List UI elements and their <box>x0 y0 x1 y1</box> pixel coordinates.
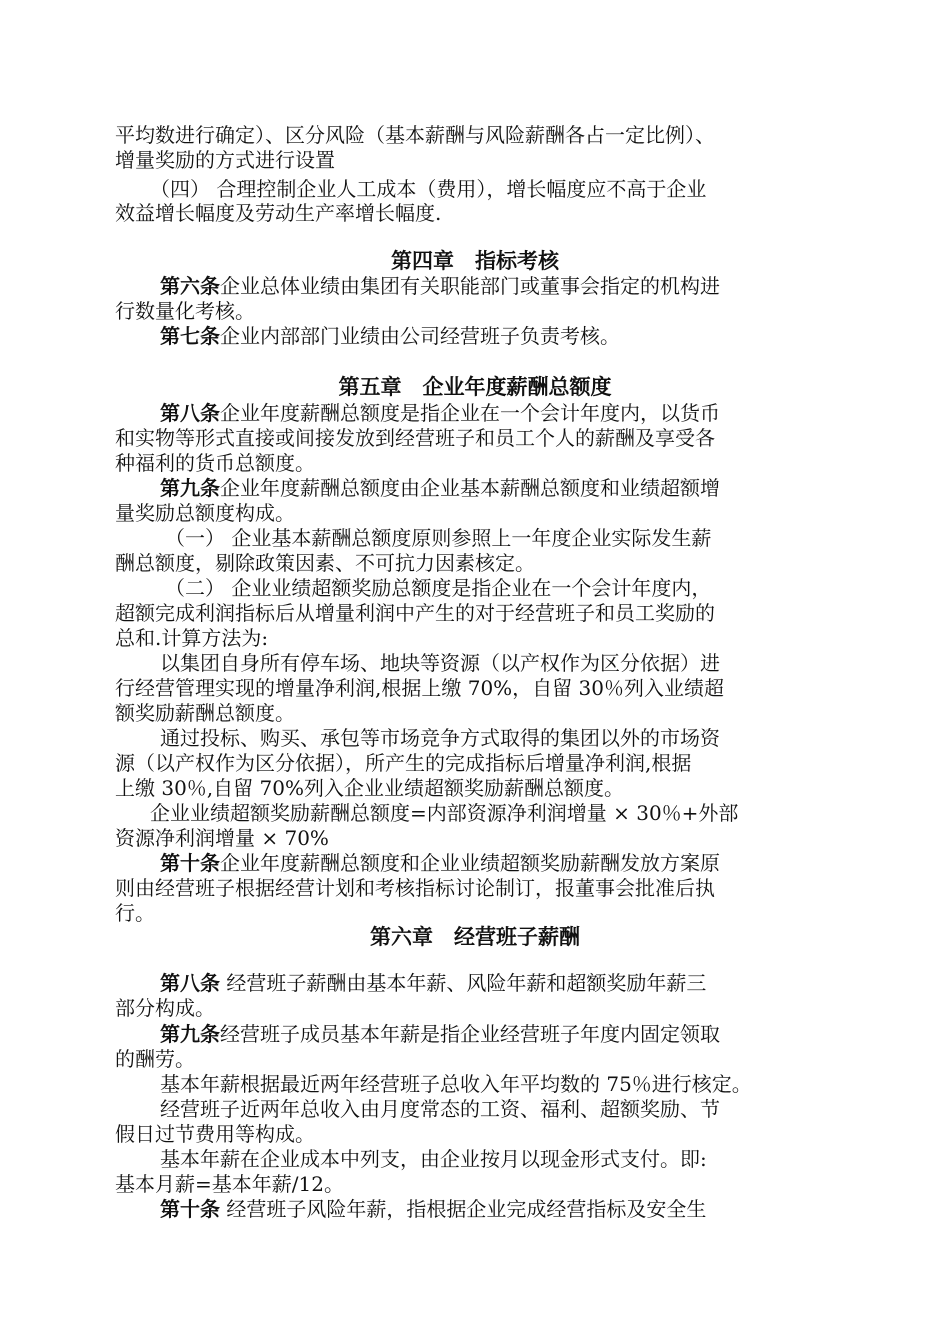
text-line: 超额完成利润指标后从增量利润中产生的对于经营班子和员工奖励的 <box>115 601 715 625</box>
article-10 <box>160 851 720 876</box>
article-6 <box>160 274 720 299</box>
article-label: 第十条 <box>160 851 220 875</box>
article-text: 企业年度薪酬总额度由企业基本薪酬总额度和业绩超额增 <box>220 476 720 500</box>
article-label: 第七条 <box>160 324 220 348</box>
article-10 <box>160 1197 706 1222</box>
text-line: 和实物等形式直接或间接发放到经营班子和员工个人的薪酬及享受各 <box>115 426 715 450</box>
text-line: 酬总额度，剔除政策因素、不可抗力因素核定。 <box>115 551 535 575</box>
text-line: 平均数进行确定）、区分风险（基本薪酬与风险薪酬各占一定比例）、 <box>115 123 715 147</box>
article-label: 第八条 <box>160 401 220 425</box>
article-9 <box>160 476 720 501</box>
text-line: （一） 企业基本薪酬总额度原则参照上一年度企业实际发生薪 <box>165 526 712 550</box>
text-line: （二） 企业业绩超额奖励总额度是指企业在一个会计年度内， <box>165 576 712 600</box>
text-line: 以集团自身所有停车场、地块等资源（以产权作为区分依据）进 <box>160 651 720 675</box>
text-line: 通过投标、购买、承包等市场竞争方式取得的集团以外的市场资 <box>160 726 720 750</box>
text-line: 假日过节费用等构成。 <box>115 1122 315 1146</box>
article-9 <box>160 1022 720 1047</box>
text-line: 基本年薪在企业成本中列支，由企业按月以现金形式支付。即: <box>160 1147 707 1171</box>
text-line: 行经营管理实现的增量净利润,根据上缴 70%，自留 30％列入业绩超 <box>115 676 724 700</box>
article-text: 经营班子成员基本年薪是指企业经营班子年度内固定领取 <box>220 1022 720 1046</box>
text-line: 基本年薪根据最近两年经营班子总收入年平均数的 75％进行核定。 <box>160 1072 752 1096</box>
article-7 <box>160 324 620 349</box>
formula-line: 企业业绩超额奖励薪酬总额度=内部资源净利润增量 × 30％+外部 <box>150 801 739 825</box>
text-line: 种福利的货币总额度。 <box>115 451 315 475</box>
article-text: 企业总体业绩由集团有关职能部门或董事会指定的机构进 <box>220 274 720 298</box>
text-line: 则由经营班子根据经营计划和考核指标讨论制订，报董事会批准后执 <box>115 876 715 900</box>
article-text: 企业内部部门业绩由公司经营班子负责考核。 <box>220 324 620 348</box>
text-line: （四） 合理控制企业人工成本（费用），增长幅度应不高于企业 <box>150 177 707 201</box>
text-line: 源（以产权作为区分依据），所产生的完成指标后增量净利润,根据 <box>115 751 692 775</box>
text-line: 部分构成。 <box>115 996 215 1020</box>
text-line: 行。 <box>115 901 155 925</box>
chapter-heading: 第六章 经营班子薪酬 <box>370 925 580 949</box>
article-text: 经营班子风险年薪，指根据企业完成经营指标及安全生 <box>220 1197 707 1221</box>
article-text: 企业年度薪酬总额度是指企业在一个会计年度内，以货币 <box>220 401 720 425</box>
text-line: 经营班子近两年总收入由月度常态的工资、福利、超额奖励、节 <box>160 1097 720 1121</box>
article-label: 第十条 <box>160 1197 220 1221</box>
article-label: 第八条 <box>160 971 220 995</box>
text-line: 效益增长幅度及劳动生产率增长幅度. <box>115 201 442 225</box>
article-label: 第九条 <box>160 476 220 500</box>
article-text: 经营班子薪酬由基本年薪、风险年薪和超额奖励年薪三 <box>220 971 707 995</box>
text-line: 的酬劳。 <box>115 1047 195 1071</box>
text-line: 量奖励总额度构成。 <box>115 501 295 525</box>
text-line: 增量奖励的方式进行设置 <box>115 148 335 172</box>
text-line: 总和.计算方法为: <box>115 626 269 650</box>
article-text: 企业年度薪酬总额度和企业业绩超额奖励薪酬发放方案原 <box>220 851 720 875</box>
chapter-heading: 第五章 企业年度薪酬总额度 <box>338 375 612 399</box>
text-line: 行数量化考核。 <box>115 299 255 323</box>
article-8 <box>160 401 720 426</box>
article-label: 第九条 <box>160 1022 220 1046</box>
article-8 <box>160 971 706 996</box>
text-line: 基本月薪=基本年薪/12。 <box>115 1172 344 1196</box>
chapter-heading: 第四章 指标考核 <box>391 249 559 273</box>
text-line: 额奖励薪酬总额度。 <box>115 701 295 725</box>
article-label: 第六条 <box>160 274 220 298</box>
formula-line: 资源净利润增量 × 70% <box>115 826 329 850</box>
text-line: 上缴 30％,自留 70%列入企业业绩超额奖励薪酬总额度。 <box>115 776 624 800</box>
